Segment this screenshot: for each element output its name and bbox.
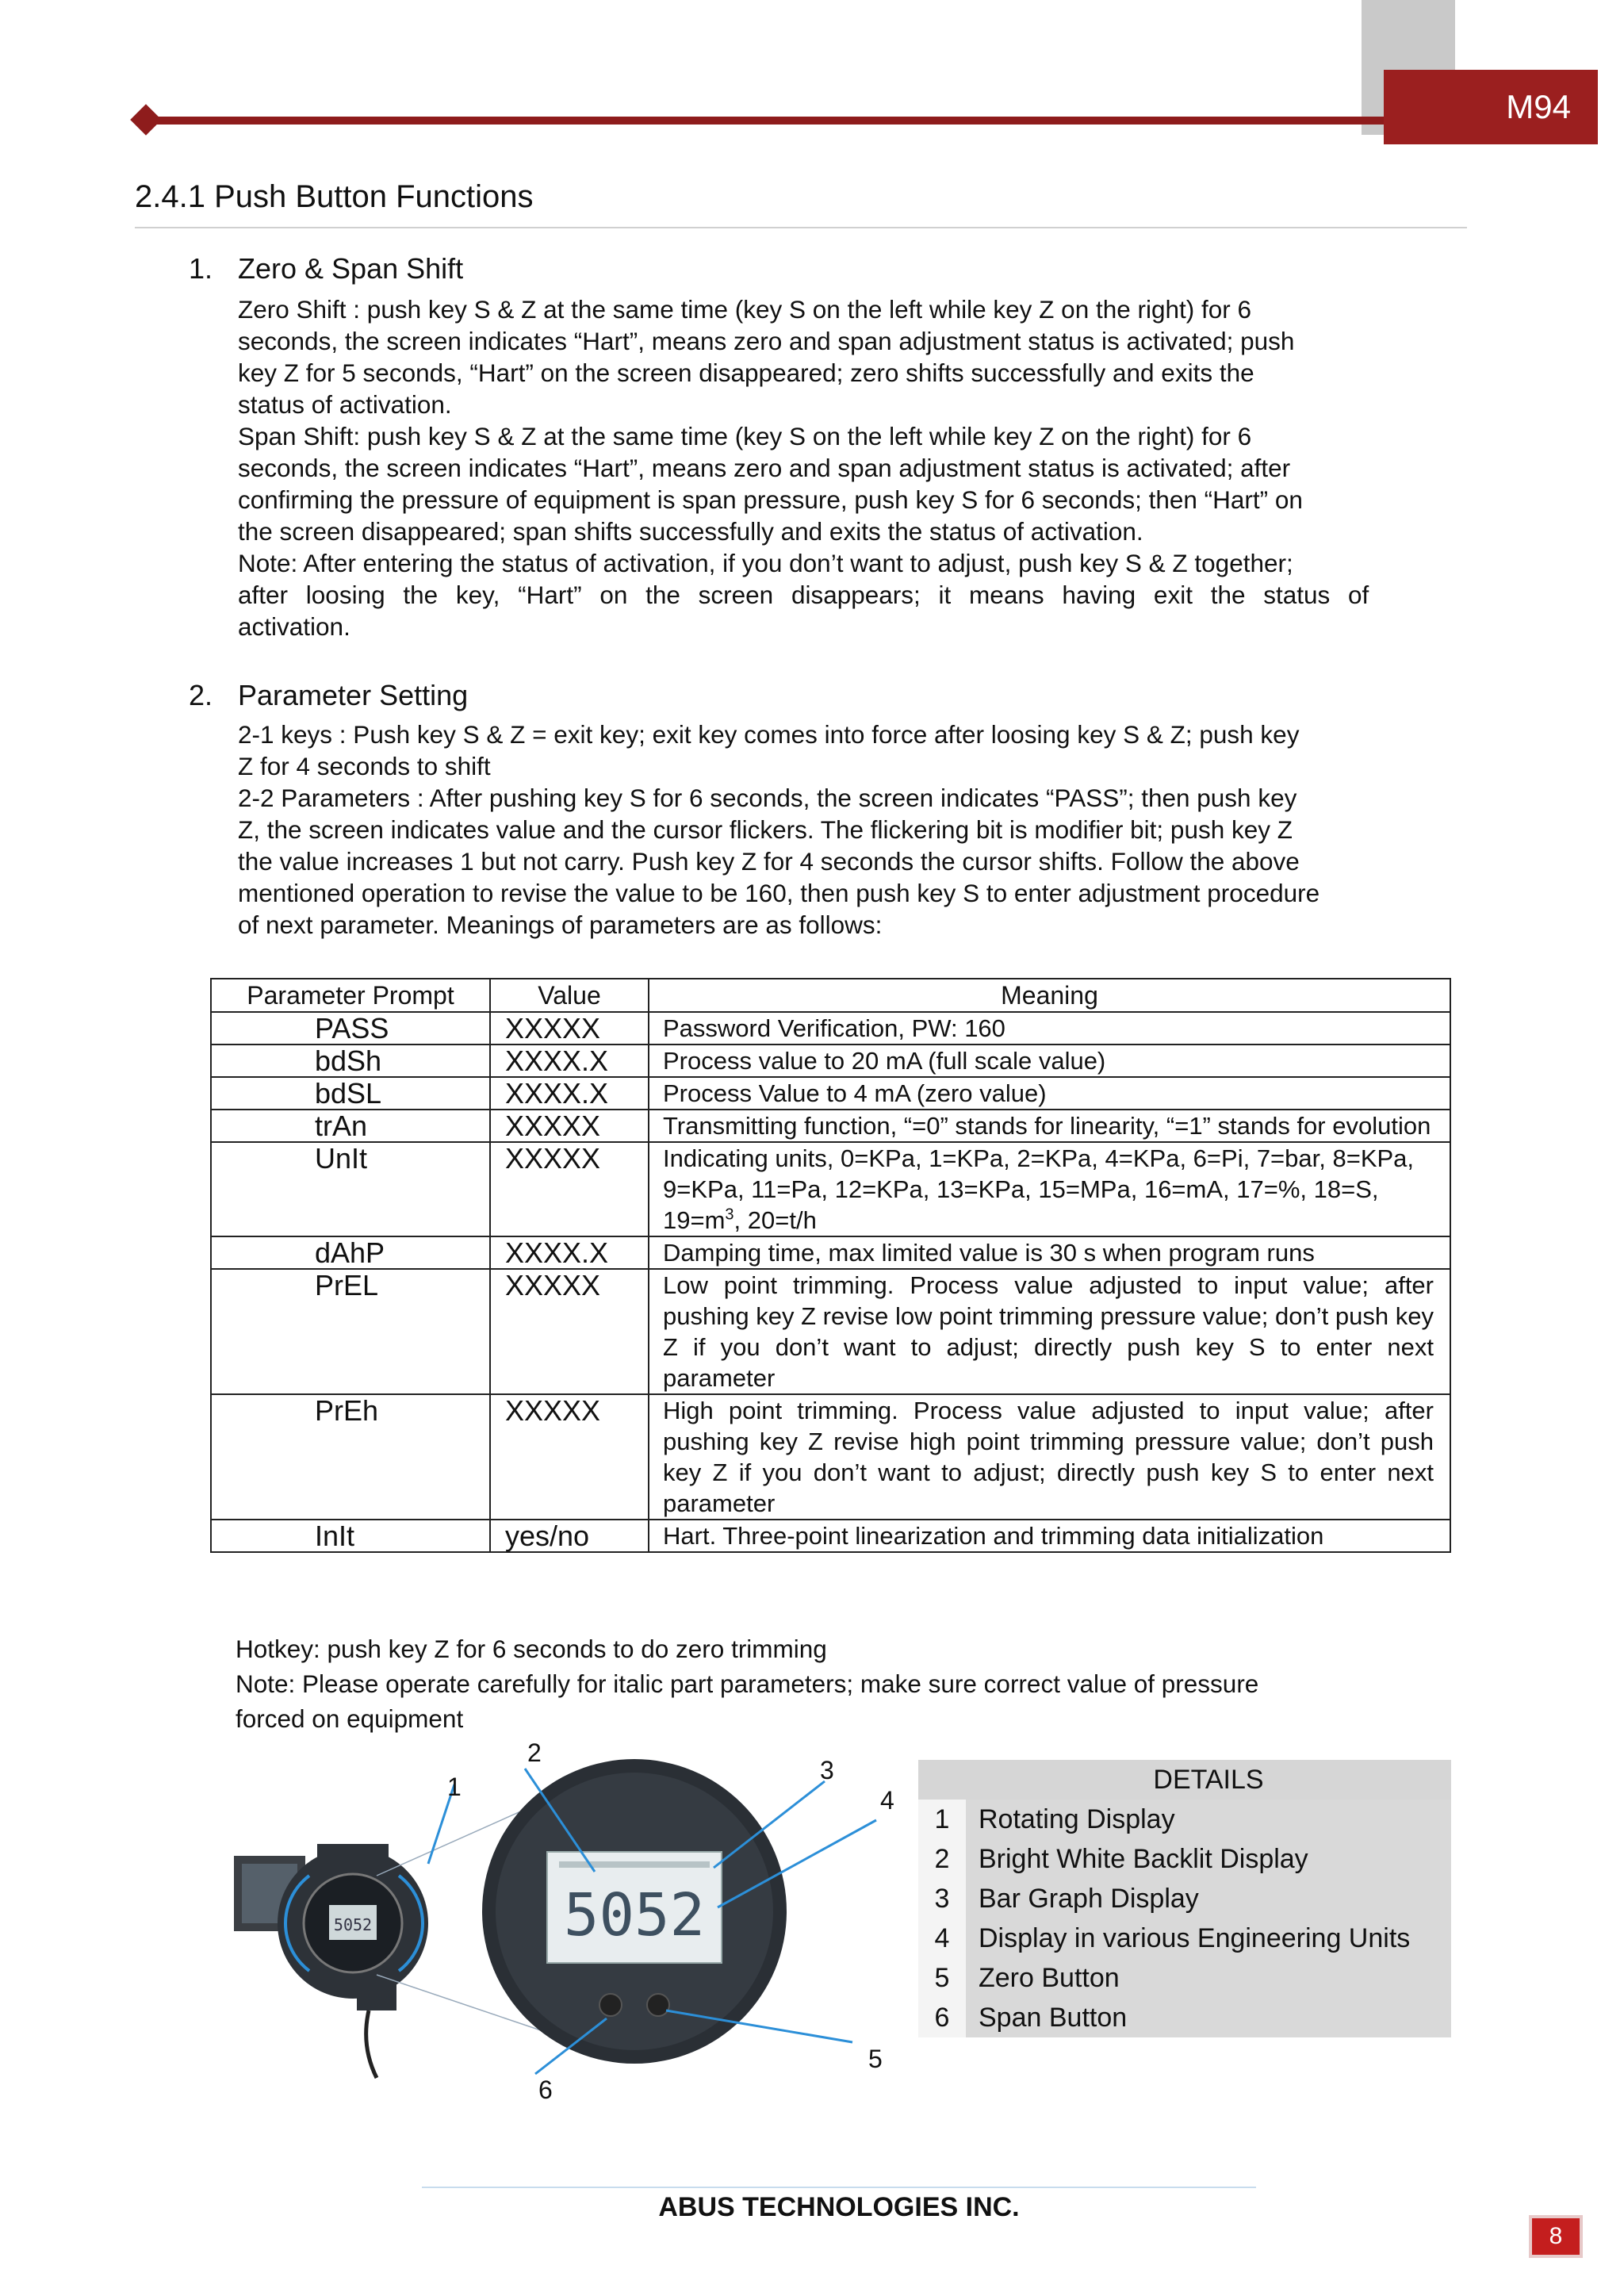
parameter-value: XXXX.X [490,1077,649,1110]
parameter-prompt: dAhP [211,1236,490,1269]
item-2-number: 2. [189,679,213,711]
parameter-value: yes/no [490,1520,649,1552]
item-1-title: Zero & Span Shift [238,252,464,285]
table-row [211,1012,1450,1045]
table-row [211,1394,1450,1520]
table-row [211,1110,1450,1142]
superscript: 3 [725,1205,734,1224]
item-2-title: Parameter Setting [238,679,469,711]
details-text: Bright White Backlit Display [966,1839,1451,1879]
parameter-prompt: UnIt [211,1142,490,1236]
text-line: Z, the screen indicates value and the cursor flickers. The flickering bit is modifier bit; push key Z [238,815,1293,844]
callout-label: 3 [820,1756,834,1784]
column-header: Parameter Prompt [211,979,490,1012]
table-row [211,1077,1450,1110]
text-line: after loosing the key, “Hart” on the screen disappears; it means having exit the status of [238,581,1369,609]
details-number: 1 [918,1800,966,1839]
parameter-meaning: Transmitting function, “=0” stands for linearity, “=1” stands for evolution [649,1110,1450,1142]
parameter-table [210,978,1451,1553]
text-line: seconds, the screen indicates “Hart”, means zero and span adjustment status is activated; push [238,327,1295,355]
parameter-prompt: PrEh [211,1394,490,1520]
section-divider [135,227,1467,228]
text-line: the value increases 1 but not carry. Push key Z for 4 seconds the cursor shifts. Follow the above [238,847,1300,876]
text-line: Span Shift: push key S & Z at the same time (key S on the left while key Z on the right) for 6 [238,422,1252,450]
parameter-meaning [649,1142,1450,1236]
parameter-value: XXXXX [490,1394,649,1520]
parameter-meaning: Hart. Three-point linearization and trimming data initialization [649,1520,1450,1552]
details-row [918,1800,1451,1839]
model-tab: M94 [1384,70,1598,144]
item-2-body [238,719,1434,941]
details-text: Display in various Engineering Units [966,1918,1451,1958]
text-line: activation. [238,612,350,641]
details-number: 3 [918,1879,966,1918]
details-number: 6 [918,1998,966,2037]
parameter-prompt: bdSL [211,1077,490,1110]
table-row [211,1269,1450,1394]
parameter-prompt: InIt [211,1520,490,1552]
text-line: mentioned operation to revise the value to be 160, then push key S to enter adjustment procedure [238,879,1320,907]
table-header-row [211,979,1450,1012]
table-row [211,1142,1450,1236]
details-row [918,1958,1451,1998]
header-diamond-icon [130,104,162,136]
parameter-value: XXXX.X [490,1045,649,1077]
cable-gland [357,1967,396,2010]
parameter-meaning: Process value to 20 mA (full scale value) [649,1045,1450,1077]
transmitter-figure [234,1729,916,2110]
housing-neck [317,1844,389,1868]
details-text: Span Button [966,1998,1451,2037]
large-lcd-reading: 5052 [563,1881,706,1949]
page-number: 8 [1532,2218,1580,2255]
parameter-prompt: bdSh [211,1045,490,1077]
zero-button [647,1994,669,2016]
details-row [918,1839,1451,1879]
details-number: 4 [918,1918,966,1958]
parameter-value: XXXXX [490,1012,649,1045]
header-rule [147,117,1415,125]
text-line: key Z for 5 seconds, “Hart” on the screen disappeared; zero shifts successfully and exits the [238,358,1254,387]
details-text: Rotating Display [966,1800,1451,1839]
meaning-text: , 20=t/h [733,1206,817,1234]
notes-block [236,1631,1258,1736]
caution-note: Note: Please operate carefully for italic part parameters; make sure correct value of pressure [236,1669,1259,1698]
details-table [918,1760,1451,2037]
text-line: of next parameter. Meanings of parameters are as follows: [238,910,883,939]
parameter-prompt: trAn [211,1110,490,1142]
cable [366,2010,377,2078]
parameter-value: XXXXX [490,1142,649,1236]
parameter-meaning: Damping time, max limited value is 30 s when program runs [649,1236,1450,1269]
details-number: 5 [918,1958,966,1998]
text-line: the screen disappeared; span shifts successfully and exits the status of activation. [238,517,1143,546]
table-row [211,1236,1450,1269]
parameter-meaning: Process Value to 4 mA (zero value) [649,1077,1450,1110]
parameter-prompt: PASS [211,1012,490,1045]
column-header: Meaning [649,979,1450,1012]
parameter-value: XXXXX [490,1269,649,1394]
parameter-value: XXXX.X [490,1236,649,1269]
hotkey-note: Hotkey: push key Z for 6 seconds to do zero trimming [236,1635,827,1663]
details-number: 2 [918,1839,966,1879]
parameter-meaning: Low point trimming. Process value adjusted to input value; after pushing key Z revise low point trimming pressure value; don’t push key Z if you don’t want to adjust; directly push key S to enter next parameter [649,1269,1450,1394]
callout-label: 5 [868,2045,883,2073]
footer-company: ABUS TECHNOLOGIES INC. [658,2192,1020,2222]
item-1-body [238,293,1434,642]
details-text: Zero Button [966,1958,1451,1998]
callout-label: 1 [447,1773,462,1801]
callout-label: 2 [527,1738,542,1767]
item-1-number: 1. [189,252,213,285]
meaning-text: Indicating units, 0=KPa, 1=KPa, 2=KPa, 4=KPa, 6=Pi, 7=bar, 8=KPa, 9=KPa, 11=Pa, 12=KPa, 13=KPa, 15=MPa, 16=mA, 17=%, 18=S, 19=m [663,1144,1415,1234]
text-line: status of activation. [238,390,452,419]
text-line: 2-2 Parameters : After pushing key S for 6 seconds, the screen indicates “PASS”; then push key [238,784,1297,812]
text-line: confirming the pressure of equipment is span pressure, push key S for 6 seconds; then “Hart” on [238,485,1303,514]
text-line: Z for 4 seconds to shift [238,752,491,780]
text-line: seconds, the screen indicates “Hart”, means zero and span adjustment status is activated; after [238,454,1291,482]
callout-label: 4 [880,1786,894,1815]
parameter-meaning: High point trimming. Process value adjusted to input value; after pushing key Z revise high point trimming pressure value; don’t push key Z if you don’t want to adjust; directly push key S to enter next parameter [649,1394,1450,1520]
caution-note: forced on equipment [236,1704,464,1733]
details-row [918,1918,1451,1958]
parameter-meaning: Password Verification, PW: 160 [649,1012,1450,1045]
column-header: Value [490,979,649,1012]
table-row [211,1045,1450,1077]
bar-graph [559,1861,710,1868]
transmitter-illustration [234,1729,916,2110]
details-row [918,1998,1451,2037]
details-row [918,1879,1451,1918]
details-text: Bar Graph Display [966,1879,1451,1918]
small-lcd-reading: 5052 [333,1915,373,1934]
footer-rule [422,2187,1256,2188]
text-line: Note: After entering the status of activation, if you don’t want to adjust, push key S & Z together; [238,549,1293,577]
callout-label: 6 [538,2076,553,2104]
details-header: DETAILS [918,1760,1451,1800]
span-button [599,1994,622,2016]
text-line: 2-1 keys : Push key S & Z = exit key; exit key comes into force after loosing key S & Z; push key [238,720,1300,749]
parameter-value: XXXXX [490,1110,649,1142]
parameter-prompt: PrEL [211,1269,490,1394]
text-line: Zero Shift : push key S & Z at the same time (key S on the left while key Z on the right) for 6 [238,295,1252,324]
section-title: 2.4.1 Push Button Functions [135,179,534,214]
table-row [211,1520,1450,1552]
